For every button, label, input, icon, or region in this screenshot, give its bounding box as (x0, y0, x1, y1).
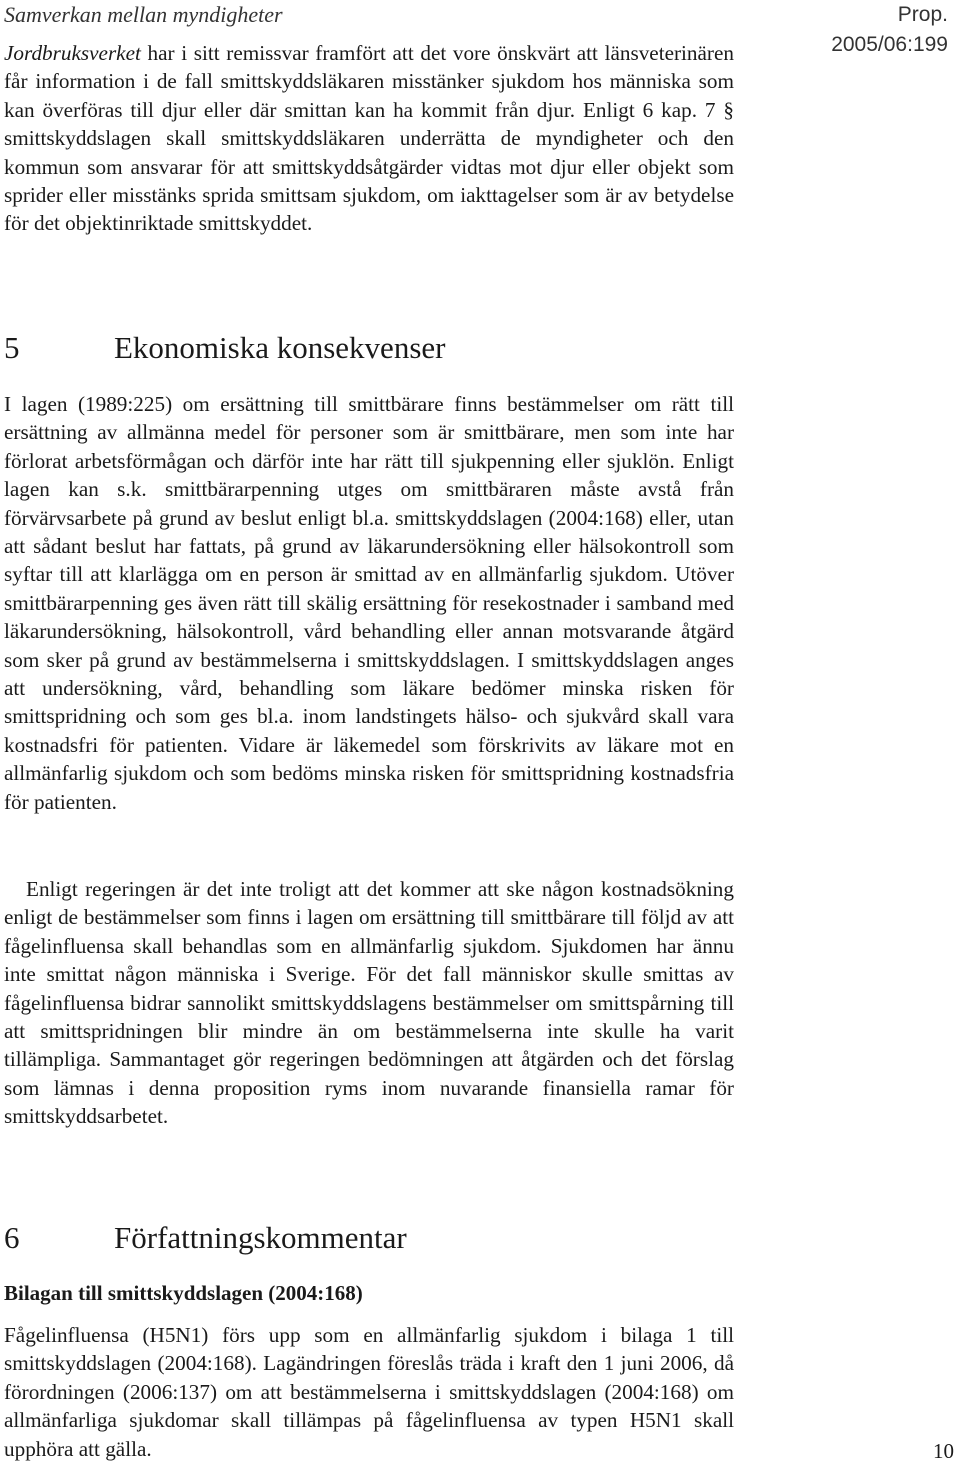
paragraph-samverkan (4, 39, 734, 238)
paragraph-regeringen: Enligt regeringen är det inte troligt att det kommer att ske någon kostnadsökning enligt de bestämmelser som finns i lagen om ersättning till smittbärare till följd av att fågelinfluensa skall behandlas som en allmänfarlig sjukdom. Sjukdomen har ännu inte smittat någon människa i Sverige. För det fall människor skulle smittas av fågelinfluensa bidrar sannolikt smittskyddslagens bestämmelser om smittspårning till att smittspridningen blir mindre än om bestämmelserna inte skulle ha varit tillämpliga. Sammantaget gör regeringen bedömningen att åtgärden och det förslag som lämnas i denna proposition ryms inom nuvarande finansiella ramar för smittskyddsarbetet. (4, 877, 734, 1129)
paragraph-fagelinfluensa: Fågelinfluensa (H5N1) förs upp som en allmänfarlig sjukdom i bilaga 1 till smittskyddslagen (2004:168). Lagändringen föreslås träda i kraft den 1 juni 2006, då förordningen (2006:137) om att bestämmelserna i smittskyddslagen (2004:168) om allmänfarliga sjukdomar skall tillämpas på fågelinfluensa av typen H5N1 skall upphöra att gälla. (4, 1323, 734, 1461)
section-number: 5 (4, 330, 20, 365)
subsection-heading: Bilagan till smittskyddslagen (2004:168) (4, 1281, 363, 1305)
section-heading-5 (4, 328, 445, 368)
page-number: 10 (933, 1439, 954, 1463)
proposition-reference: Prop. 2005/06:199 (831, 3, 948, 56)
section-title: Författningskommentar (114, 1220, 407, 1255)
section-heading-6 (4, 1218, 407, 1258)
agency-name: Jordbruksverket (4, 41, 141, 65)
paragraph-text: har i sitt remissvar framfört att det vore önskvärt att länsveterinären får information i de fall smittskyddsläkaren misstänker sjukdom hos människa som kan överföras till djur eller där smittan kan ha kommit från djur. Enligt 6 kap. 7 § smittskyddslagen skall smittskyddsläkaren underrätta de myndigheter och den kommun som ansvarar för att smittskyddsåtgärder vidtas mot djur eller objekt som sprider eller misstänks sprida smittsam sjukdom, om iakttagelser som är av betydelse för det objektinriktade smittskyddet. (4, 41, 734, 236)
section-number: 6 (4, 1220, 20, 1255)
paragraph-ersattning: I lagen (1989:225) om ersättning till smittbärare finns bestämmelser om rätt till ersättning av allmänna medel för personer som är smittbärare, men som inte har förlorat arbetsförmågan och därför inte har rätt till sjukpenning eller sjuklön. Enligt lagen kan s.k. smittbärarpenning utges om smittbäraren måste avstå från förvärvsarbete på grund av beslut enligt bl.a. smittskyddslagen (2004:168) eller, utan att sådant beslut har fattats, på grund av läkarundersökning eller hälsokontroll som syftar till att klarlägga om en person är smittad av en allmänfarlig sjukdom. Utöver smittbärarpenning ges även rätt till skälig ersättning för resekostnader i samband med läkarundersökning, hälsokontroll, vård behandling eller annan motsvarande åtgärd som sker på grund av bestämmelserna i smittskyddslagen. I smittskyddslagen anges att undersökning, vård, behandling som läkare bedömer minska risken för smittspridning och som ges bl.a. inom landstingets hälso- och sjukvård skall vara kostnadsfri för patienten. Vidare är läkemedel som förskrivits av läkare mot en allmänfarlig sjukdom och som bedöms minska risken för smittspridning kostnadsfria för patienten. (4, 392, 734, 814)
section-title: Ekonomiska konsekvenser (114, 330, 446, 365)
running-header-title: Samverkan mellan myndigheter (4, 2, 283, 27)
